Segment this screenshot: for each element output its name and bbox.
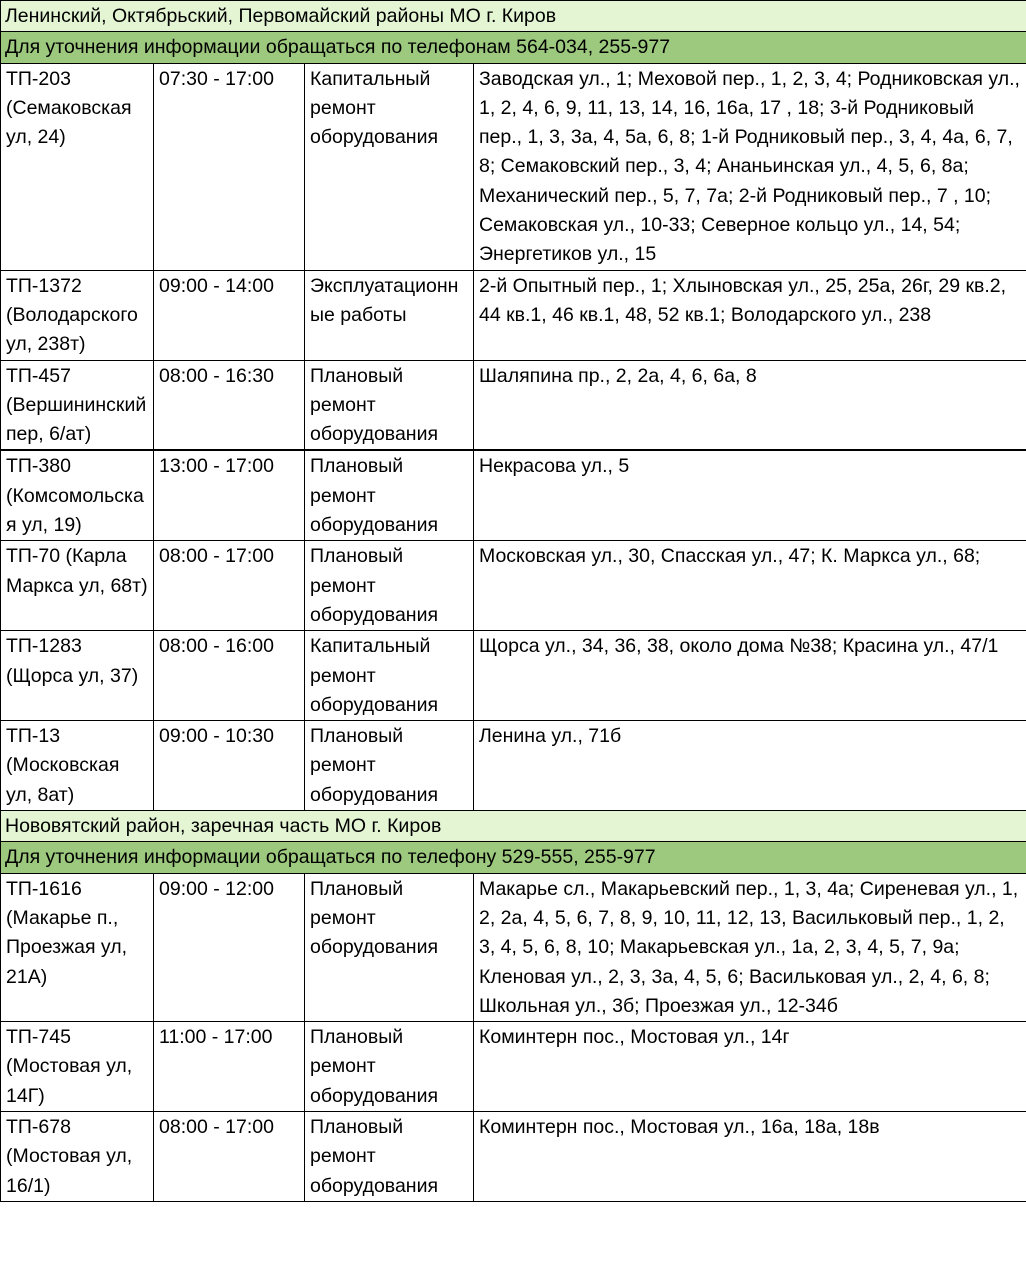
outage-time-cell: 09:00 - 10:30 xyxy=(154,721,305,811)
district-header: Ленинский, Октябрьский, Первомайский районы МО г. Киров xyxy=(1,1,1026,32)
outage-time-cell: 11:00 - 17:00 xyxy=(154,1022,305,1112)
substation-cell: ТП-1283 (Щорса ул, 37) xyxy=(1,631,154,721)
addresses-cell: Щорса ул., 34, 36, 38, около дома №38; Красина ул., 47/1 xyxy=(474,631,1026,721)
work-type-cell: Плановый ремонт оборудования xyxy=(305,1022,474,1112)
addresses-cell: Московская ул., 30, Спасская ул., 47; К. Маркса ул., 68; xyxy=(474,541,1026,631)
substation-cell: ТП-203 (Семаковская ул, 24) xyxy=(1,63,154,270)
work-type-cell: Плановый ремонт оборудования xyxy=(305,873,474,1021)
outage-time-cell: 08:00 - 16:00 xyxy=(154,631,305,721)
addresses-cell: Макарье сл., Макарьевский пер., 1, 3, 4а; Сиреневая ул., 1, 2, 2а, 4, 5, 6, 7, 8, 9, 10, 11, 12, 13, Васильковый пер., 1, 2, 3, 4, 5, 6, 8, 10; Макарьевская ул., 1а, 2, 3, 4, 5, 7, 9а; Кленовая ул., 2, 3, 3а, 4, 5, 6; Васильковая ул., 2, 4, 6, 8; Школьная ул., 3б; Проезжая ул., 12-34б xyxy=(474,873,1026,1021)
addresses-cell: Коминтерн пос., Мостовая ул., 14г xyxy=(474,1022,1026,1112)
table-row xyxy=(1,450,1026,540)
substation-cell: ТП-745 (Мостовая ул, 14Г) xyxy=(1,1022,154,1112)
work-type-cell: Капитальный ремонт оборудования xyxy=(305,631,474,721)
work-type-cell: Плановый ремонт оборудования xyxy=(305,541,474,631)
substation-cell: ТП-457 (Вершининский пер, 6/ат) xyxy=(1,360,154,450)
work-type-cell: Капитальный ремонт оборудования xyxy=(305,63,474,270)
addresses-cell: Заводская ул., 1; Меховой пер., 1, 2, 3, 4; Родниковская ул., 1, 2, 4, 6, 9, 11, 13, 14, 16, 16а, 17 , 18; 3-й Родниковый пер., 1, 3, 3а, 4, 5а, 6, 8; 1-й Родниковый пер., 3, 4, 4а, 6, 7, 8; Семаковский пер., 3, 4; Ананьинская ул., 4, 5, 6, 8а; Механический пер., 5, 7, 7а; 2-й Родниковый пер., 7 , 10; Семаковская ул., 10-33; Северное кольцо ул., 14, 54; Энергетиков ул., 15 xyxy=(474,63,1026,270)
table-row xyxy=(1,360,1026,450)
contact-phone-row xyxy=(1,32,1026,63)
district-header-row xyxy=(1,811,1026,842)
addresses-cell: Шаляпина пр., 2, 2а, 4, 6, 6а, 8 xyxy=(474,360,1026,450)
outage-time-cell: 08:00 - 16:30 xyxy=(154,360,305,450)
addresses-cell: Некрасова ул., 5 xyxy=(474,450,1026,540)
substation-cell: ТП-380 (Комсомольская ул, 19) xyxy=(1,450,154,540)
district-header-row xyxy=(1,1,1026,32)
substation-cell: ТП-13 (Московская ул, 8ат) xyxy=(1,721,154,811)
work-type-cell: Эксплуатационные работы xyxy=(305,270,474,360)
work-type-cell: Плановый ремонт оборудования xyxy=(305,360,474,450)
work-type-cell: Плановый ремонт оборудования xyxy=(305,1111,474,1201)
contact-phone-row xyxy=(1,842,1026,873)
outage-time-cell: 07:30 - 17:00 xyxy=(154,63,305,270)
substation-cell: ТП-1372 (Володарского ул, 238т) xyxy=(1,270,154,360)
substation-cell: ТП-678 (Мостовая ул, 16/1) xyxy=(1,1111,154,1201)
addresses-cell: Коминтерн пос., Мостовая ул., 16а, 18а, 18в xyxy=(474,1111,1026,1201)
table-row xyxy=(1,541,1026,631)
contact-phone-note: Для уточнения информации обращаться по телефонам 564-034, 255-977 xyxy=(1,32,1026,63)
outage-time-cell: 13:00 - 17:00 xyxy=(154,450,305,540)
outage-time-cell: 09:00 - 12:00 xyxy=(154,873,305,1021)
outage-time-cell: 09:00 - 14:00 xyxy=(154,270,305,360)
table-row xyxy=(1,1111,1026,1201)
table-row xyxy=(1,63,1026,270)
table-row xyxy=(1,721,1026,811)
substation-cell: ТП-70 (Карла Маркса ул, 68т) xyxy=(1,541,154,631)
addresses-cell: 2-й Опытный пер., 1; Хлыновская ул., 25, 25а, 26г, 29 кв.2, 44 кв.1, 46 кв.1, 48, 52 кв.1; Володарского ул., 238 xyxy=(474,270,1026,360)
outage-time-cell: 08:00 - 17:00 xyxy=(154,541,305,631)
contact-phone-note: Для уточнения информации обращаться по телефону 529-555, 255-977 xyxy=(1,842,1026,873)
work-type-cell: Плановый ремонт оборудования xyxy=(305,450,474,540)
table-row xyxy=(1,631,1026,721)
outage-schedule-body xyxy=(1,1,1026,1202)
district-header: Нововятский район, заречная часть МО г. Киров xyxy=(1,811,1026,842)
addresses-cell: Ленина ул., 71б xyxy=(474,721,1026,811)
outage-time-cell: 08:00 - 17:00 xyxy=(154,1111,305,1201)
work-type-cell: Плановый ремонт оборудования xyxy=(305,721,474,811)
table-row xyxy=(1,1022,1026,1112)
substation-cell: ТП-1616 (Макарье п., Проезжая ул, 21А) xyxy=(1,873,154,1021)
table-row xyxy=(1,873,1026,1021)
table-row xyxy=(1,270,1026,360)
